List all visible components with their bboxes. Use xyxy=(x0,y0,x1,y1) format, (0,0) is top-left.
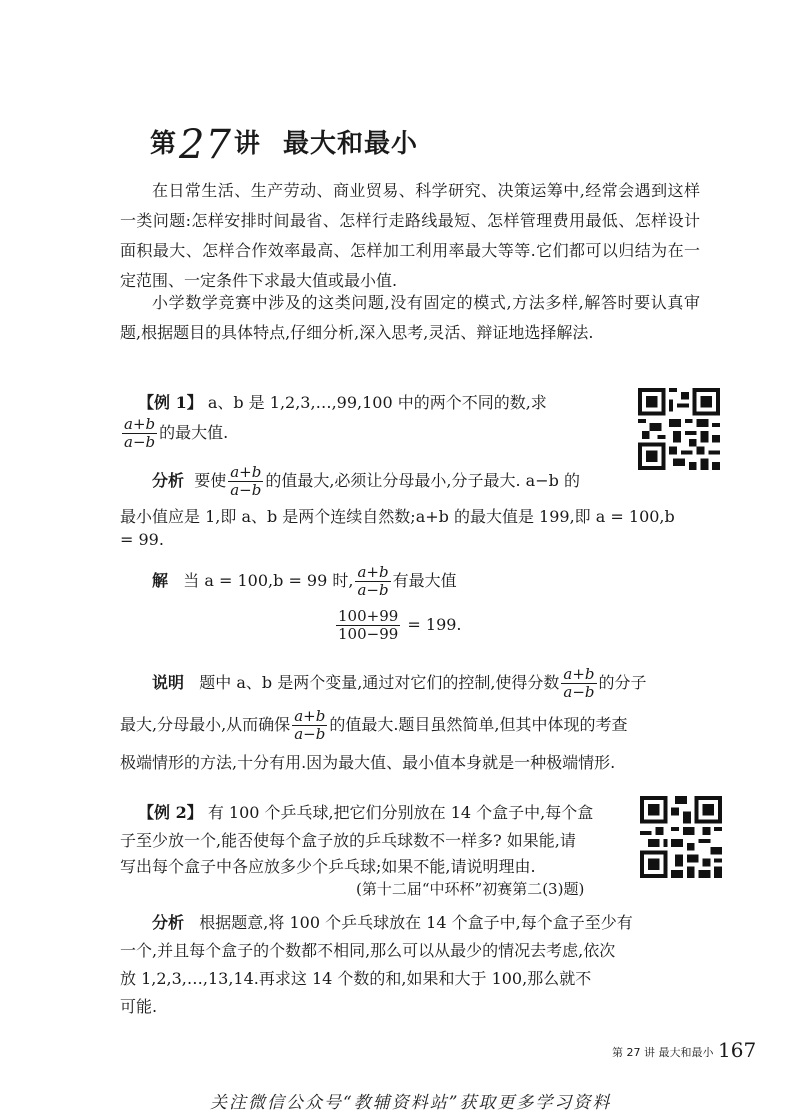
example2-line2: 子至少放一个,能否使每个盒子放的乒乓球数不一样多? 如果能,请 xyxy=(120,831,576,850)
example2-line1-text: 有 100 个乒乓球,把它们分别放在 14 个盒子中,每个盒 xyxy=(207,803,594,822)
page-number: 167 xyxy=(718,1038,757,1062)
intro-paragraph-1: 在日常生活、生产劳动、商业贸易、科学研究、决策运筹中,经常会遇到这样一类问题:怎样安排时间最省、怎样行走路线最短、怎样管理费用最低、怎样设计面积最大、怎样合作效率最高、怎样加工利用率最大等等.它们都可以归结为在一定范围、一定条件下求最大值或最小值. xyxy=(120,181,700,290)
lecture-suffix: 讲 xyxy=(233,129,261,159)
note-text-a: 题中 a、b 是两个变量,通过对它们的控制,使得分数 xyxy=(199,673,560,692)
example1-note-line3: 极端情形的方法,十分有用.因为最大值、最小值本身就是一种极端情形. xyxy=(120,753,616,772)
fraction-a-plus-b-over-a-minus-b: $\frac{a+b}{a-b}$ xyxy=(124,415,156,451)
example2-line3: 写出每个盒子中各应放多少个乒乓球;如果不能,请说明理由. xyxy=(120,857,536,876)
note-line2-b: 的值最大.题目虽然简单,但其中体现的考查 xyxy=(329,715,628,734)
example1-analysis-line2: 最小值应是 1,即 a、b 是两个连续自然数;a+b 的最大值是 199,即 a = 100,b xyxy=(120,507,675,526)
qr-code-icon xyxy=(638,388,720,470)
solution-equation xyxy=(334,608,462,643)
example1-label: 【例 1】 xyxy=(138,393,203,412)
analysis-label: 分析 xyxy=(152,471,185,490)
example1-line1 xyxy=(138,390,547,413)
example1-analysis-line1 xyxy=(152,464,580,499)
intro-paragraph-2: 小学数学竞赛中涉及的这类问题,没有固定的模式,方法多样,解答时要认真审题,根据题目的具体特点,仔细分析,深入思考,灵活、辩证地选择解法. xyxy=(120,293,700,342)
example2-source: (第十二届“中环杯”初赛第二(3)题) xyxy=(356,880,585,898)
running-head: 第 27 讲 最大和最小 xyxy=(612,1046,714,1059)
lecture-prefix: 第 xyxy=(150,129,178,159)
example2-analysis-line3: 放 1,2,3,…,13,14.再求这 14 个数的和,如果和大于 100,那么就不 xyxy=(120,969,592,988)
example2-analysis-text1: 根据题意,将 100 个乒乓球放在 14 个盒子中,每个盒子至少有 xyxy=(199,913,633,932)
analysis-text-b: 的值最大,必须让分母最小,分子最大. a−b 的 xyxy=(265,471,580,490)
fraction-equation: $\frac{100+99}{100-99}$ xyxy=(338,607,399,643)
example1-line2 xyxy=(120,416,228,451)
example2-line1 xyxy=(138,800,593,823)
solution-label: 解 xyxy=(152,571,169,590)
lecture-name: 最大和最小 xyxy=(282,129,418,159)
lecture-title xyxy=(150,122,418,168)
note-line2-a: 最大,分母最小,从而确保 xyxy=(120,715,291,734)
example1-analysis-line3: = 99. xyxy=(120,530,164,549)
example2-analysis-line2: 一个,并且每个盒子的个数都不相同,那么可以从最少的情况去考虑,依次 xyxy=(120,941,616,960)
note-text-b: 的分子 xyxy=(598,673,647,692)
analysis-label: 分析 xyxy=(152,913,185,932)
fraction-solution: $\frac{a+b}{a-b}$ xyxy=(357,563,389,599)
equation-result: = 199. xyxy=(407,615,462,634)
example1-note-line1 xyxy=(152,666,647,701)
lecture-number: 27 xyxy=(179,122,232,168)
example1-question-tail: 的最大值. xyxy=(159,423,229,442)
example2-analysis-line1 xyxy=(152,910,633,933)
example1-question: a、b 是 1,2,3,…,99,100 中的两个不同的数,求 xyxy=(207,393,547,412)
analysis-text-a: 要使 xyxy=(194,471,227,490)
fraction-note-1: $\frac{a+b}{a-b}$ xyxy=(563,665,595,701)
fraction-note-2: $\frac{a+b}{a-b}$ xyxy=(294,707,326,743)
watermark-text: 关注微信公众号“教辅资料站”获取更多学习资料 xyxy=(210,1093,612,1113)
qr-code-icon xyxy=(640,796,722,878)
solution-text-b: 有最大值 xyxy=(392,571,457,590)
example2-label: 【例 2】 xyxy=(138,803,203,822)
example1-solution-line xyxy=(152,564,457,599)
note-label: 说明 xyxy=(152,673,185,692)
example1-note-line2 xyxy=(120,708,628,743)
solution-text-a: 当 a = 100,b = 99 时, xyxy=(183,571,354,590)
fraction-analysis: $\frac{a+b}{a-b}$ xyxy=(230,463,262,499)
example2-analysis-line4: 可能. xyxy=(120,997,158,1016)
